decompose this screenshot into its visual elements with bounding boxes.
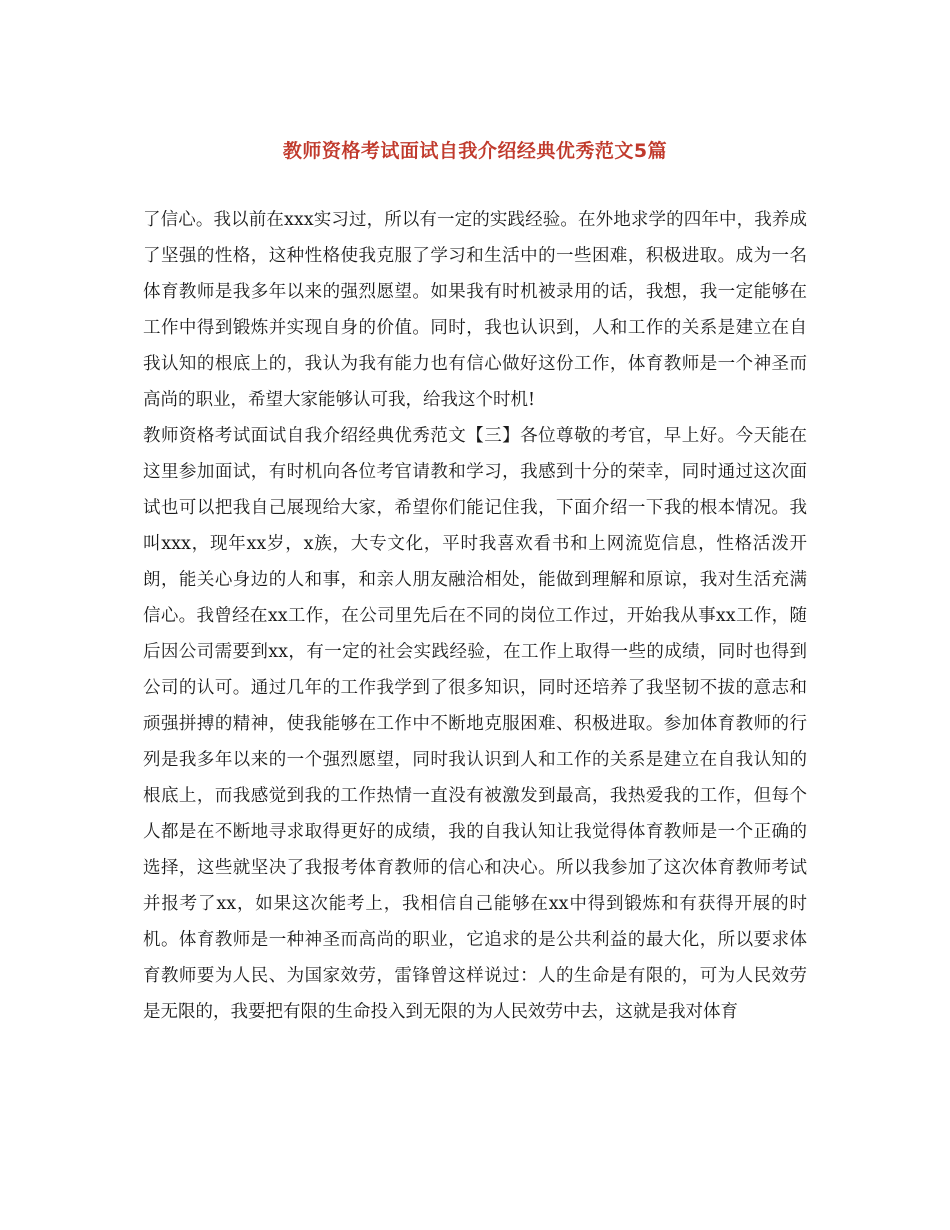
paragraph-body: 各位尊敬的考官，早上好。今天能在这里参加面试，有时机向各位考官请教和学习，我感到十分的荣幸，同时通过这次面试也可以把我自己展现给大家，希望你们能记住我，下面介绍一下我的根本情况。我叫xxx，现年xx岁，x族，大专文化，平时我喜欢看书和上网流览信息，性格活泼开朗，能关心身边的人和事，和亲人朋友融洽相处，能做到理解和原谅，我对生活充满信心。我曾经在xx工作，在公司里先后在不同的岗位工作过，开始我从事xx工作，随后因公司需要到xx，有一定的社会实践经验，在工作上取得一些的成绩，同时也得到公司的认可。通过几年的工作我学到了很多知识，同时还培养了我坚韧不拔的意志和顽强拼搏的精神，使我能够在工作中不断地克服困难、积极进取。参加体育教师的行列是我多年以来的一个强烈愿望，同时我认识到人和工作的关系是建立在自我认知的根底上，而我感觉到我的工作热情一直没有被激发到最高，我热爱我的工作，但每个人都是在不断地寻求取得更好的成绩，我的自我认知让我觉得体育教师是一个正确的选择，这些就坚决了我报考体育教师的信心和决心。所以我参加了这次体育教师考试并报考了xx，如果这次能考上，我相信自己能够在xx中得到锻炼和有获得开展的时机。体育教师是一种神圣而高尚的职业，它追求的是公共利益的最大化，所以要求体育教师要为人民、为国家效劳，雷锋曾这样说过：人的生命是有限的，可为人民效劳是无限的，我要把有限的生命投入到无限的为人民效劳中去，这就是我对体育	[143, 426, 807, 1022]
document-title: 教师资格考试面试自我介绍经典优秀范文5篇	[282, 140, 668, 162]
section-heading: 教师资格考试面试自我介绍经典优秀范文【三】	[143, 426, 521, 446]
document-body	[143, 202, 807, 1030]
paragraph-continuation: 了信心。我以前在xxx实习过，所以有一定的实践经验。在外地求学的四年中，我养成了坚强的性格，这种性格使我克服了学习和生活中的一些困难，积极进取。成为一名体育教师是我多年以来的强烈愿望。如果我有时机被录用的话，我想，我一定能够在工作中得到锻炼并实现自身的价值。同时，我也认识到，人和工作的关系是建立在自我认知的根底上的，我认为我有能力也有信心做好这份工作，体育教师是一个神圣而高尚的职业，希望大家能够认可我，给我这个时机!	[143, 210, 807, 410]
